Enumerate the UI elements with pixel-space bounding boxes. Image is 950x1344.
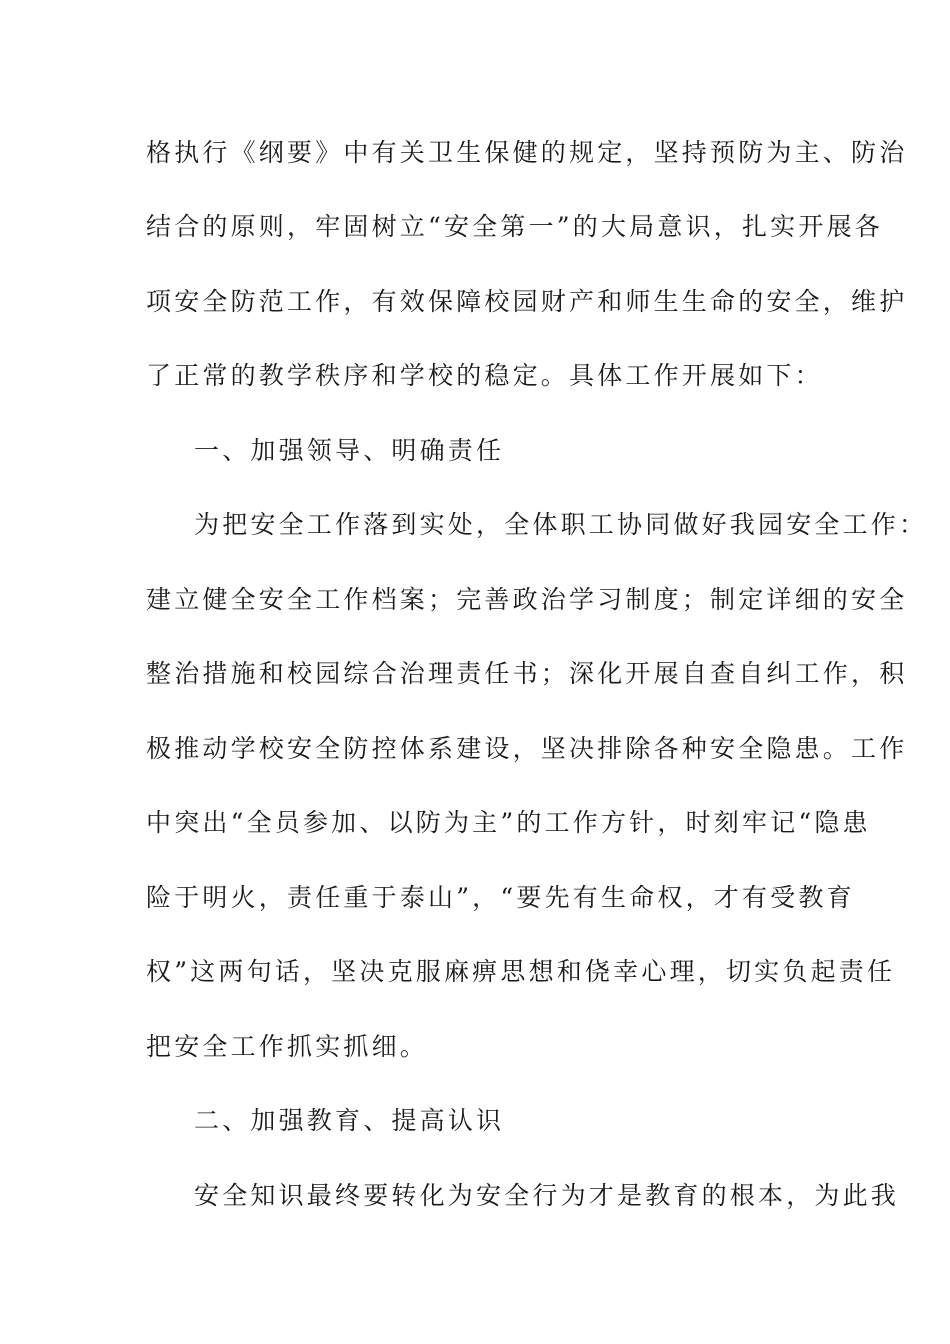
text-line: 整治措施和校园综合治理责任书；深化开展自查自纠工作，积 bbox=[146, 659, 908, 688]
text-line: 项安全防范工作，有效保障校园财产和师生生命的安全，维护 bbox=[146, 287, 908, 316]
section-heading-2: 二、加强教育、提高认识 bbox=[194, 1106, 505, 1135]
text-line: 权”这两句话，坚决克服麻痹思想和侥幸心理，切实负起责任 bbox=[146, 957, 896, 986]
text-line: 安全知识最终要转化为安全行为才是教育的根本，为此我 bbox=[194, 1181, 900, 1210]
text-line: 把安全工作抓实抓细。 bbox=[146, 1032, 429, 1061]
text-line: 极推动学校安全防控体系建设，坚决排除各种安全隐患。工作 bbox=[146, 734, 908, 763]
text-line: 建立健全安全工作档案；完善政治学习制度；制定详细的安全 bbox=[146, 585, 908, 614]
text-line: 为把安全工作落到实处，全体职工协同做好我园安全工作： bbox=[194, 510, 928, 539]
text-line: 险于明火，责任重于泰山”，“要先有生命权，才有受教育 bbox=[146, 883, 855, 912]
text-line: 了正常的教学秩序和学校的稳定。具体工作开展如下： bbox=[146, 361, 823, 390]
text-line: 中突出“全员参加、以防为主”的工作方针，时刻牢记“隐患 bbox=[146, 808, 871, 837]
text-line: 结合的原则，牢固树立“安全第一”的大局意识，扎实开展各 bbox=[146, 212, 883, 241]
section-heading-1: 一、加强领导、明确责任 bbox=[194, 436, 505, 465]
text-line: 格执行《纲要》中有关卫生保健的规定，坚持预防为主、防治 bbox=[146, 138, 908, 167]
